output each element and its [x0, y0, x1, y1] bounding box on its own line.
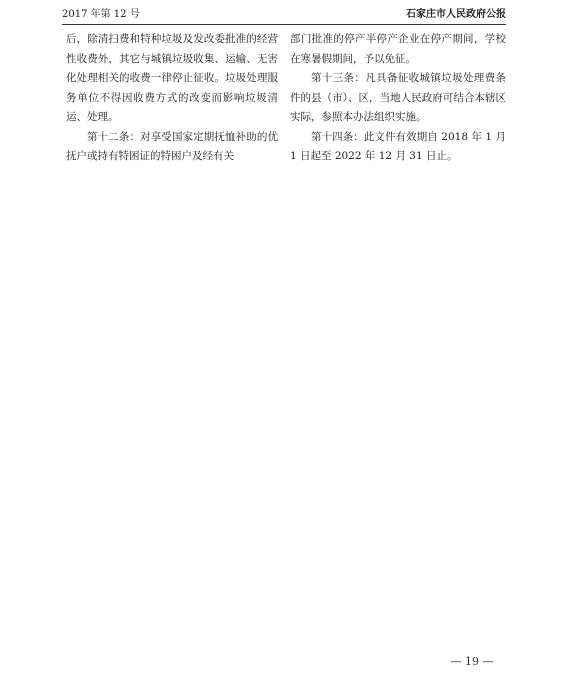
left-column: [66, 30, 278, 167]
paragraph: 后，除清扫费和特种垃圾及发改委批准的经营性收费外，其它与城镇垃圾收集、运输、无害化处理相关的收费一律停止征收。垃圾处理服务单位不得因收费方式的改变而影响垃圾清运、处理。: [66, 33, 278, 123]
paragraph-article-13: 第十三条：凡具备征收城镇垃圾处理费条件的县（市）、区，当地人民政府可结合本辖区实际，参照本办法组织实施。: [290, 72, 506, 123]
issue-label: 2017 年第 12 号: [62, 9, 140, 20]
paragraph-article-12: 第十二条：对享受国家定期抚恤补助的优抚户或持有特困证的特困户及经有关: [66, 130, 278, 162]
right-column: [290, 30, 506, 167]
paragraph: 部门批准的停产半停产企业在停产期间，学校在寒暑假期间，予以免征。: [290, 33, 506, 65]
page-number: — 19 —: [450, 655, 494, 668]
paragraph-article-14: 第十四条：此文件有效期自 2018 年 1 月 1 日起至 2022 年 12 月 31 日止。: [290, 130, 506, 162]
page-header: [62, 6, 506, 25]
publication-title: 石家庄市人民政府公报: [406, 9, 506, 20]
